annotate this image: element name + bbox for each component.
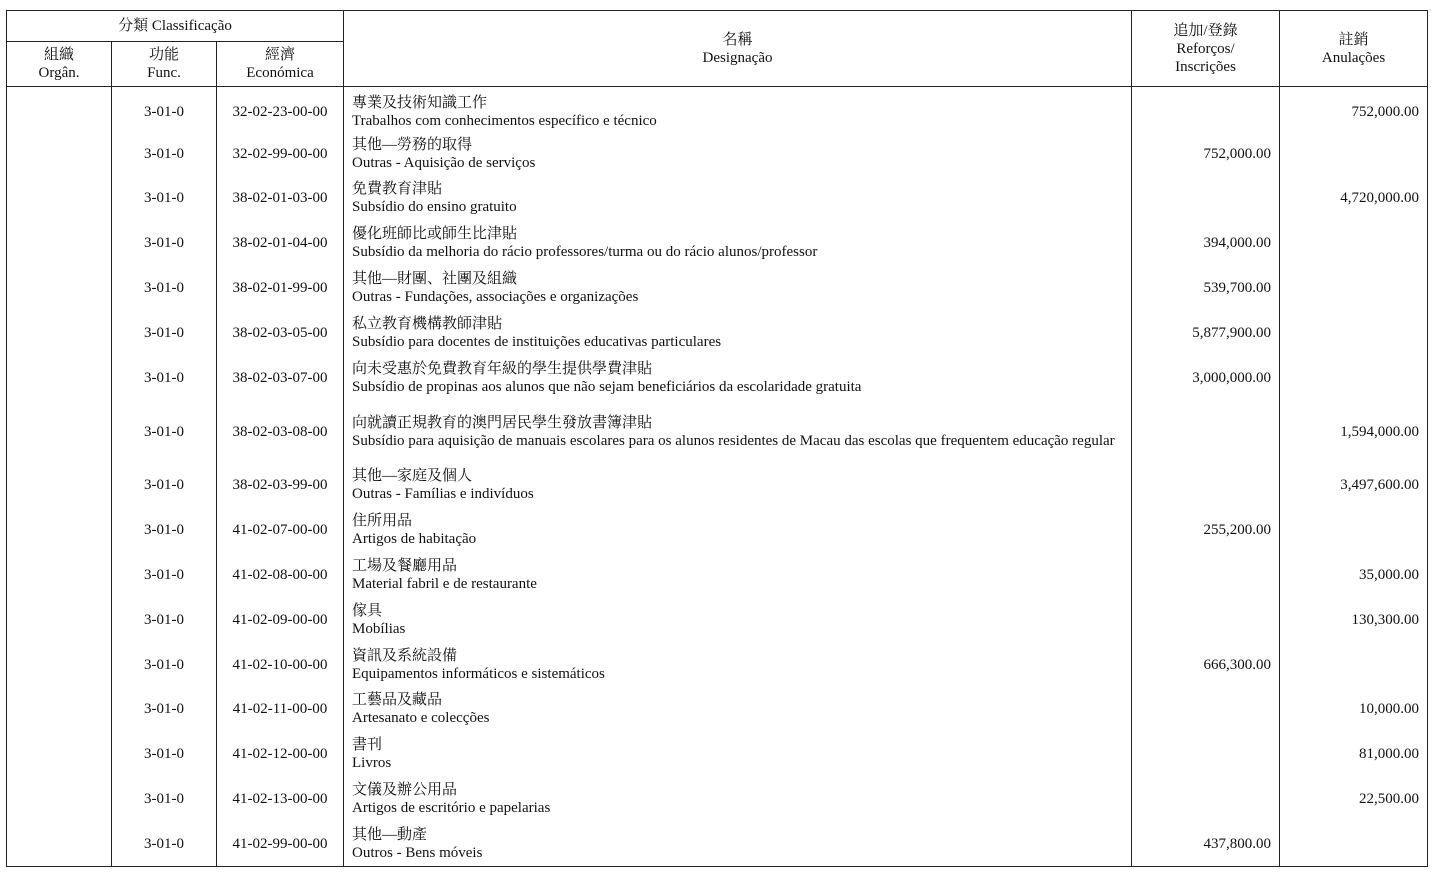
designation-pt: Material fabril e de restaurante — [352, 576, 537, 593]
designation-cell — [344, 508, 1132, 553]
econ-pt: Económica — [246, 65, 314, 81]
organ-cell — [7, 642, 112, 687]
annulments-header — [1280, 11, 1428, 87]
function-code: 3-01-0 — [112, 400, 217, 463]
table-row — [7, 355, 1428, 400]
designation-pt: Outros - Bens móveis — [352, 844, 483, 861]
designation-zh: 其他—財團、社團及組織 — [352, 271, 518, 288]
economic-code: 38-02-01-04-00 — [217, 221, 344, 266]
economic-code: 41-02-08-00-00 — [217, 553, 344, 598]
table-row — [7, 400, 1428, 463]
function-code: 3-01-0 — [112, 87, 217, 132]
table-row — [7, 508, 1428, 553]
organ-cell — [7, 131, 112, 176]
designation-zh: 其他—勞務的取得 — [352, 136, 473, 153]
economic-code: 41-02-07-00-00 — [217, 508, 344, 553]
designation-zh: 私立教育機構教師津貼 — [352, 315, 503, 332]
designation-cell — [344, 732, 1132, 777]
table-row — [7, 553, 1428, 598]
designation-pt: Mobílias — [352, 620, 406, 637]
function-header — [112, 42, 217, 87]
table-row — [7, 777, 1428, 822]
designation-cell — [344, 176, 1132, 221]
economic-code: 38-02-03-08-00 — [217, 400, 344, 463]
budget-document — [6, 10, 1427, 867]
designation-zh: 文儀及辦公用品 — [352, 782, 458, 799]
designation-pt: Outras - Aquisição de serviços — [352, 154, 536, 171]
annulment-amount: 22,500.00 — [1280, 777, 1428, 822]
annulment-amount: 35,000.00 — [1280, 553, 1428, 598]
designation-zh: 其他—動產 — [352, 826, 428, 843]
designation-zh: 資訊及系統設備 — [352, 647, 458, 664]
table-row — [7, 176, 1428, 221]
annulment-amount: 1,594,000.00 — [1280, 400, 1428, 463]
reinforcement-amount — [1132, 463, 1280, 508]
reinforcement-amount — [1132, 553, 1280, 598]
reinforcement-amount: 5,877,900.00 — [1132, 310, 1280, 355]
annulment-amount — [1280, 508, 1428, 553]
organ-header — [7, 42, 112, 87]
annulment-amount: 752,000.00 — [1280, 87, 1428, 132]
organ-cell — [7, 400, 112, 463]
designation-cell — [344, 221, 1132, 266]
table-row — [7, 87, 1428, 132]
designation-pt: Equipamentos informáticos e sistemáticos — [352, 665, 605, 682]
annulment-amount: 4,720,000.00 — [1280, 176, 1428, 221]
annulments-zh: 註銷 — [1338, 31, 1369, 48]
function-code: 3-01-0 — [112, 732, 217, 777]
economic-code: 41-02-12-00-00 — [217, 732, 344, 777]
reinforcement-amount: 394,000.00 — [1132, 221, 1280, 266]
designation-zh: 向就讀正規教育的澳門居民學生發放書簿津貼 — [352, 414, 653, 431]
organ-zh: 組織 — [43, 47, 74, 63]
annulment-amount: 81,000.00 — [1280, 732, 1428, 777]
designation-zh: 向未受惠於免費教育年級的學生提供學費津貼 — [352, 360, 653, 377]
annulment-amount: 130,300.00 — [1280, 597, 1428, 642]
annulment-amount — [1280, 221, 1428, 266]
economic-code: 41-02-09-00-00 — [217, 597, 344, 642]
organ-cell — [7, 355, 112, 400]
function-code: 3-01-0 — [112, 131, 217, 176]
reinforcements-pt2: Inscrições — [1175, 58, 1236, 75]
economic-code: 32-02-23-00-00 — [217, 87, 344, 132]
designation-pt: Artigos de habitação — [352, 531, 477, 548]
function-code: 3-01-0 — [112, 687, 217, 732]
designation-zh: 傢具 — [352, 602, 383, 619]
annulment-amount — [1280, 266, 1428, 311]
organ-cell — [7, 732, 112, 777]
designation-cell — [344, 687, 1132, 732]
table-row — [7, 821, 1428, 866]
reinforcements-header — [1132, 11, 1280, 87]
organ-cell — [7, 553, 112, 598]
designation-cell — [344, 553, 1132, 598]
organ-cell — [7, 221, 112, 266]
designation-cell — [344, 87, 1132, 132]
organ-cell — [7, 821, 112, 866]
organ-cell — [7, 777, 112, 822]
designation-cell — [344, 400, 1132, 463]
organ-pt: Orgân. — [38, 65, 80, 81]
designation-cell — [344, 463, 1132, 508]
organ-cell — [7, 597, 112, 642]
econ-zh: 經濟 — [265, 47, 296, 63]
designation-pt: Livros — [352, 755, 392, 772]
designation-pt: Subsídio do ensino gratuito — [352, 199, 517, 216]
designation-pt: Subsídio da melhoria do rácio professores/turma ou do rácio alunos/professor — [352, 244, 818, 261]
economic-code: 41-02-10-00-00 — [217, 642, 344, 687]
designation-cell — [344, 597, 1132, 642]
economic-code: 41-02-11-00-00 — [217, 687, 344, 732]
economic-code: 38-02-01-99-00 — [217, 266, 344, 311]
classification-header — [7, 11, 344, 42]
reinforcements-zh: 追加/登錄 — [1173, 22, 1238, 39]
table-row — [7, 597, 1428, 642]
designation-cell — [344, 355, 1132, 400]
function-code: 3-01-0 — [112, 355, 217, 400]
organ-cell — [7, 310, 112, 355]
designation-zh: 優化班師比或師生比津貼 — [352, 226, 518, 243]
economic-code: 38-02-03-99-00 — [217, 463, 344, 508]
economic-code: 38-02-01-03-00 — [217, 176, 344, 221]
table-row — [7, 266, 1428, 311]
annulment-amount — [1280, 355, 1428, 400]
designation-zh: 工藝品及藏品 — [352, 692, 443, 709]
function-code: 3-01-0 — [112, 642, 217, 687]
reinforcement-amount: 752,000.00 — [1132, 131, 1280, 176]
designation-zh: 住所用品 — [352, 513, 413, 530]
annulments-pt: Anulações — [1321, 49, 1386, 66]
designation-pt: Designação — [702, 49, 773, 66]
function-code: 3-01-0 — [112, 176, 217, 221]
table-header — [7, 11, 1428, 87]
designation-pt: Subsídio de propinas aos alunos que não sejam beneficiários da escolaridade gratuita — [352, 378, 862, 395]
reinforcements-pt1: Reforços/ — [1176, 40, 1235, 57]
designation-zh: 書刊 — [352, 737, 383, 754]
designation-pt: Artigos de escritório e papelarias — [352, 800, 551, 817]
designation-pt: Outras - Fundações, associações e organizações — [352, 289, 639, 306]
reinforcement-amount — [1132, 87, 1280, 132]
table-row — [7, 131, 1428, 176]
designation-pt: Subsídio para aquisição de manuais escolares para os alunos residentes de Macau das escolas que frequentem educação regular — [352, 432, 1115, 449]
designation-header — [344, 11, 1132, 87]
table-body — [7, 87, 1428, 867]
reinforcement-amount — [1132, 400, 1280, 463]
annulment-amount: 3,497,600.00 — [1280, 463, 1428, 508]
function-code: 3-01-0 — [112, 266, 217, 311]
func-pt: Func. — [147, 65, 181, 81]
function-code: 3-01-0 — [112, 597, 217, 642]
designation-pt: Artesanato e colecções — [352, 710, 490, 727]
organ-cell — [7, 687, 112, 732]
classification-label: 分類 Classificação — [118, 18, 232, 34]
designation-pt: Subsídio para docentes de instituições educativas particulares — [352, 333, 722, 350]
table-row — [7, 221, 1428, 266]
reinforcement-amount — [1132, 687, 1280, 732]
function-code: 3-01-0 — [112, 221, 217, 266]
function-code: 3-01-0 — [112, 777, 217, 822]
designation-pt: Outras - Famílias e indivíduos — [352, 486, 534, 503]
annulment-amount — [1280, 310, 1428, 355]
organ-cell — [7, 266, 112, 311]
designation-zh: 專業及技術知識工作 — [352, 94, 488, 111]
designation-cell — [344, 777, 1132, 822]
reinforcement-amount: 255,200.00 — [1132, 508, 1280, 553]
function-code: 3-01-0 — [112, 821, 217, 866]
reinforcement-amount — [1132, 176, 1280, 221]
annulment-amount — [1280, 642, 1428, 687]
reinforcement-amount — [1132, 732, 1280, 777]
annulment-amount: 10,000.00 — [1280, 687, 1428, 732]
economic-code: 41-02-99-00-00 — [217, 821, 344, 866]
designation-cell — [344, 131, 1132, 176]
economic-code: 41-02-13-00-00 — [217, 777, 344, 822]
budget-table — [6, 10, 1428, 867]
designation-cell — [344, 821, 1132, 866]
annulment-amount — [1280, 131, 1428, 176]
organ-cell — [7, 87, 112, 132]
function-code: 3-01-0 — [112, 310, 217, 355]
designation-zh: 其他—家庭及個人 — [352, 468, 473, 485]
annulment-amount — [1280, 821, 1428, 866]
function-code: 3-01-0 — [112, 463, 217, 508]
reinforcement-amount: 437,800.00 — [1132, 821, 1280, 866]
table-row — [7, 642, 1428, 687]
designation-cell — [344, 266, 1132, 311]
reinforcement-amount: 666,300.00 — [1132, 642, 1280, 687]
designation-zh: 名稱 — [722, 31, 753, 48]
function-code: 3-01-0 — [112, 508, 217, 553]
designation-zh: 工場及餐廳用品 — [352, 558, 458, 575]
function-code: 3-01-0 — [112, 553, 217, 598]
reinforcement-amount — [1132, 597, 1280, 642]
designation-cell — [344, 642, 1132, 687]
economic-code: 32-02-99-00-00 — [217, 131, 344, 176]
reinforcement-amount: 3,000,000.00 — [1132, 355, 1280, 400]
organ-cell — [7, 176, 112, 221]
economic-code: 38-02-03-07-00 — [217, 355, 344, 400]
reinforcement-amount — [1132, 777, 1280, 822]
func-zh: 功能 — [148, 47, 179, 63]
economic-code: 38-02-03-05-00 — [217, 310, 344, 355]
organ-cell — [7, 463, 112, 508]
reinforcement-amount: 539,700.00 — [1132, 266, 1280, 311]
organ-cell — [7, 508, 112, 553]
table-row — [7, 687, 1428, 732]
table-row — [7, 310, 1428, 355]
designation-zh: 免費教育津貼 — [352, 181, 443, 198]
designation-pt: Trabalhos com conhecimentos específico e técnico — [352, 112, 657, 129]
table-row — [7, 463, 1428, 508]
economic-header — [217, 42, 344, 87]
designation-cell — [344, 310, 1132, 355]
table-row — [7, 732, 1428, 777]
